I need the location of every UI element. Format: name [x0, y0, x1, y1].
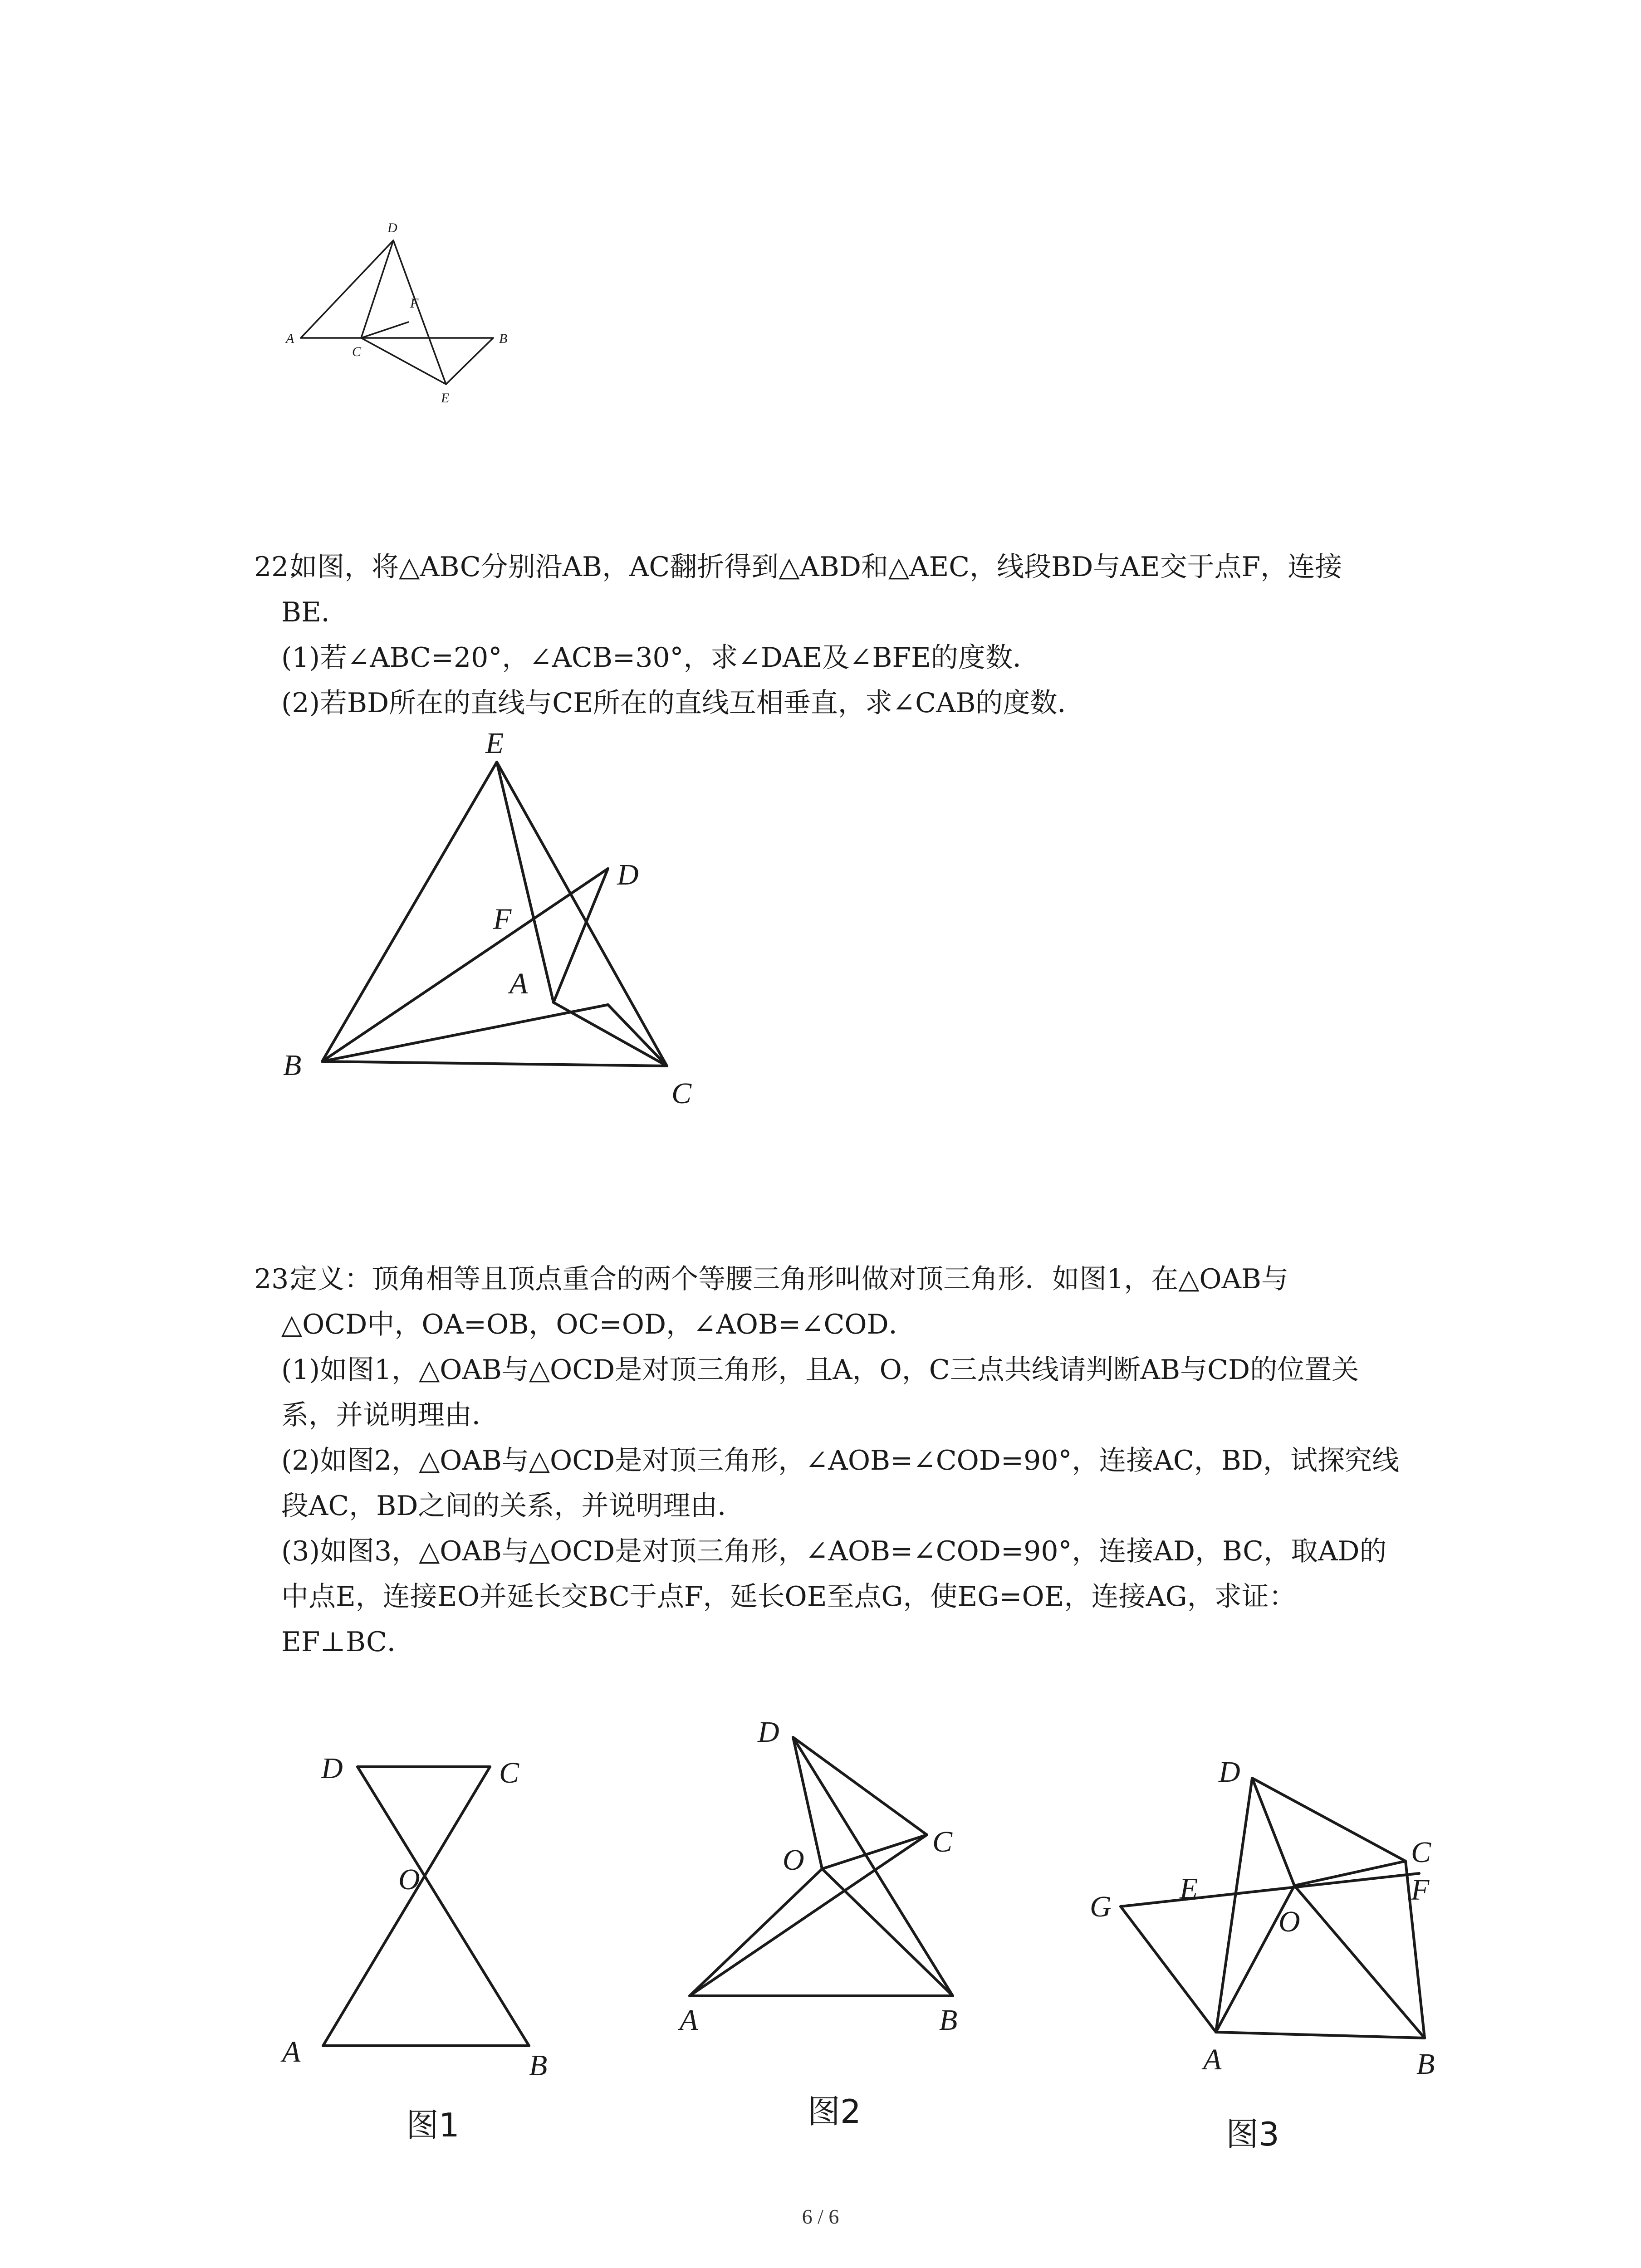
- fig3-label-o: O: [1279, 1905, 1300, 1938]
- problem-22-question1: (1)若∠ABC=20°，∠ACB=30°，求∠DAE及∠BFE的度数．: [281, 642, 1040, 674]
- fig2-label-o: O: [783, 1843, 804, 1877]
- problem-22-line2: BE．: [281, 596, 348, 628]
- problem-23-q1a: (1)如图1，△OAB与△OCD是对顶三角形，且A，O，C三点共线请判断AB与CD的位置关: [281, 1354, 1359, 1386]
- page-number: 6 / 6: [802, 2205, 839, 2228]
- fig3-caption: 图3: [1226, 2115, 1279, 2153]
- fig1-label-o: O: [398, 1863, 420, 1896]
- fig1-caption: 图1: [406, 2106, 460, 2144]
- problem-22: [254, 544, 1461, 726]
- problem-23-q1b: 系，并说明理由．: [281, 1399, 499, 1431]
- fig1-label-c: C: [499, 1756, 519, 1789]
- fig3-label-e: E: [1180, 1872, 1198, 1905]
- fig2-label-b: B: [939, 2004, 958, 2037]
- figure-2: [662, 1706, 1034, 2159]
- fig3-label-b: B: [1416, 2048, 1435, 2081]
- p22-label-d: D: [617, 858, 639, 891]
- p22-label-e: E: [485, 727, 504, 760]
- problem-23-line1: 定义：顶角相等且顶点重合的两个等腰三角形叫做对顶三角形．如图1，在△OAB与: [290, 1263, 1289, 1295]
- fig2-caption: 图2: [808, 2092, 861, 2131]
- p22-label-c: C: [671, 1077, 692, 1110]
- problem-23-q2b: 段AC，BD之间的关系，并说明理由．: [281, 1490, 745, 1522]
- problem-22-line1: 如图，将△ABC分别沿AB，AC翻折得到△ABD和△AEC，线段BD与AE交于点F，连接: [290, 551, 1342, 583]
- fig3-label-g: G: [1090, 1890, 1112, 1923]
- fig1-label-b: B: [529, 2049, 548, 2082]
- problem-23-q3a: (3)如图3，△OAB与△OCD是对顶三角形，∠AOB=∠COD=90°，连接AD，BC，取AD的: [281, 1535, 1387, 1567]
- fig3-label-f: F: [1411, 1873, 1430, 1906]
- problem-23-number: 23.: [254, 1263, 298, 1295]
- problem-23-q3c: EF⊥BC．: [281, 1626, 414, 1658]
- top-figure: [254, 200, 535, 426]
- problem-23-q3b: 中点E，连接EO并延长交BC于点F，延长OE至点G，使EG=OE，连接AG，求证：: [281, 1581, 1296, 1613]
- figure-1: [254, 1742, 599, 2177]
- fig3-label-c: C: [1411, 1836, 1431, 1869]
- fig1-label-d: D: [321, 1752, 343, 1785]
- problem-23: [254, 1256, 1461, 1665]
- fig3-label-a: A: [1203, 2043, 1222, 2076]
- fig2-label-a: A: [680, 2004, 698, 2037]
- figure-3: [1080, 1728, 1479, 2186]
- p22-label-b: B: [283, 1049, 302, 1082]
- fig3-label-d: D: [1219, 1755, 1240, 1789]
- p22-label-f: F: [493, 903, 512, 936]
- top-label-c: C: [352, 344, 362, 359]
- problem-23-line2: △OCD中，OA=OB，OC=OD，∠AOB=∠COD．: [281, 1309, 916, 1340]
- top-label-e: E: [441, 391, 450, 406]
- fig1-label-a: A: [282, 2035, 301, 2068]
- problem-22-number: 22.: [254, 551, 298, 583]
- top-label-b: B: [499, 331, 508, 346]
- problem-22-figure: [254, 712, 762, 1120]
- problem-22-question2: (2)若BD所在的直线与CE所在的直线互相垂直，求∠CAB的度数．: [281, 687, 1085, 719]
- top-label-a: A: [286, 331, 294, 346]
- problem-23-q2a: (2)如图2，△OAB与△OCD是对顶三角形，∠AOB=∠COD=90°，连接AC，BD，试探究线: [281, 1445, 1399, 1476]
- top-label-f: F: [410, 296, 419, 311]
- top-label-d: D: [387, 220, 397, 235]
- p22-label-a: A: [509, 967, 528, 1000]
- fig2-label-d: D: [758, 1716, 779, 1749]
- fig2-label-c: C: [932, 1825, 953, 1858]
